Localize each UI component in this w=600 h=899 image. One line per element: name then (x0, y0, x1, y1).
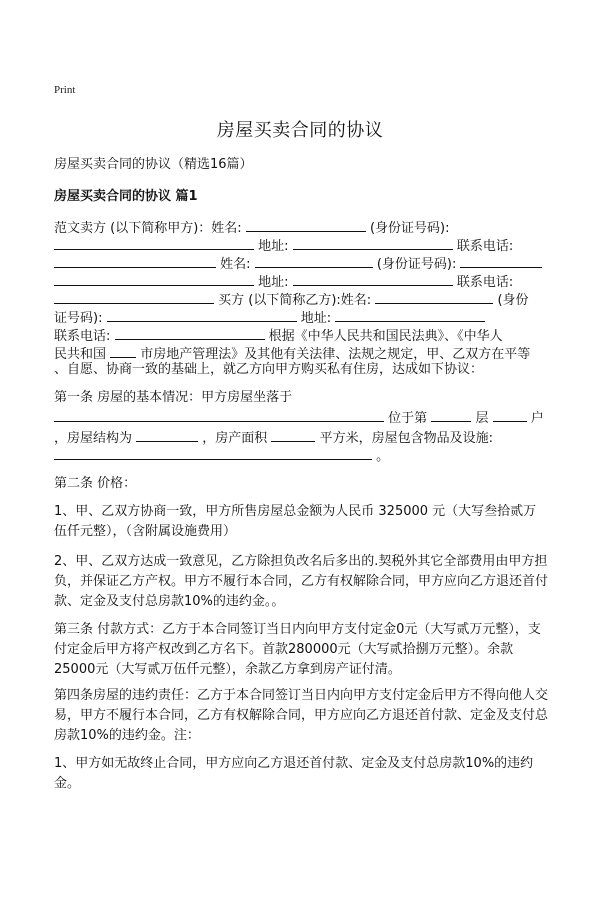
unit-blank (493, 408, 527, 422)
form-line-7 (54, 326, 554, 345)
form-line-9: 、自愿、协商一致的基础上，就乙方向甲方购买私有住房，达成如下协议： (54, 362, 484, 377)
floor-label: 位于第 (388, 411, 428, 426)
article2-heading: 第二条 价格： (54, 476, 137, 491)
article3-payment: 第三条 付款方式：乙方于本合同签订当日内向甲方支付定金0元（大写贰万元整），支付定金后甲方将产权改到乙方名下。首款280000元（大写贰拾捌万元整）。余款25000元（大写贰万伍仟元整），余款乙方拿到房产证付清。 (54, 622, 541, 677)
city-blank (110, 344, 136, 358)
seller-name-blank (246, 218, 366, 232)
unit-label: 户 (530, 411, 544, 426)
article4-liability: 第四条房屋的违约责任：乙方于本合同签订当日内向甲方支付定金后甲方不得向他人交易，甲方不履行本合同，乙方有权解除合同，甲方应向乙方退还首付款、定金及支付总房款10%的违约金。注： (54, 688, 549, 743)
buyer-phone-blank (115, 326, 265, 340)
seller2-name-blank (255, 254, 373, 268)
doc-subtitle: 房屋买卖合同的协议（精选16篇） (54, 157, 253, 172)
location-blank (54, 408, 384, 422)
blank (54, 254, 216, 268)
buyer-address-blank (335, 308, 485, 322)
form-line-6 (54, 308, 554, 327)
article1-location-line (54, 408, 554, 427)
blank (54, 272, 254, 286)
blank (54, 290, 214, 304)
article2-clause-1: 1、甲、乙双方协商一致，甲方所售房屋总金额为人民币 325000 元（大写叁拾贰万伍仟元整），（含附属设施费用） (54, 504, 537, 539)
facilities-blank (54, 446, 372, 460)
form-line-3 (54, 254, 554, 273)
article1-heading: 第一条 房屋的基本情况：甲方房屋坐落于 (54, 390, 293, 405)
structure-label: ，房屋结构为 (54, 431, 133, 446)
seller2-id-label: (身份证号码): (376, 257, 457, 272)
buyer-name-blank (375, 290, 493, 304)
seller2-address-label: 地址: (258, 275, 289, 290)
law-basis-cont: 民共和国 (54, 347, 107, 362)
buyer-id-label: (身份 (497, 293, 529, 308)
buyer-address-label: 地址: (300, 311, 332, 326)
seller2-id-blank (460, 254, 542, 268)
article2-clause-2: 2、甲、乙双方达成一致意见，乙方除担负改名后多出的.契税外其它全部费用由甲方担负，并保证乙方产权。甲方不履行本合同，乙方有权解除合同，甲方应向乙方退还首付款、定金及支付总房款10%的违约金。。 (54, 554, 549, 609)
form-line-5 (54, 290, 554, 309)
article1-structure-line (54, 428, 554, 447)
seller2-name-label: 姓名: (220, 257, 251, 272)
section-heading: 房屋买卖合同的协议 篇1 (54, 189, 198, 204)
buyer-id-blank (107, 308, 297, 322)
floor-blank (431, 408, 471, 422)
form-line-8 (54, 344, 554, 363)
seller-phone-label: 联系电话: (456, 239, 514, 254)
buyer-name-label: 买方 (以下简称乙方):姓名: (218, 293, 372, 308)
form-line-4 (54, 272, 554, 291)
facilities-label: 平方米，房屋包含物品及设施: (319, 431, 493, 446)
seller2-phone-label: 联系电话: (456, 275, 514, 290)
structure-blank (136, 428, 198, 442)
law-basis-text-2: 市房地产管理法》及其他有关法律、法规之规定，甲、乙双方在平等 (140, 347, 531, 362)
seller-address-label: 地址: (258, 239, 289, 254)
seller-address-blank (293, 236, 453, 250)
area-blank (271, 428, 315, 442)
print-label[interactable]: Print (54, 84, 76, 96)
area-label: ，房产面积 (202, 431, 268, 446)
page-title: 房屋买卖合同的协议 (216, 120, 384, 141)
law-basis-text: 根据《中华人民共和国民法典》、《中华人 (268, 329, 503, 344)
buyer-id-label-cont: 证号码): (54, 311, 103, 326)
blank (54, 236, 254, 250)
article4-note-1: 1、甲方如无故终止合同，甲方应向乙方退还首付款、定金及支付总房款10%的违约金。 (54, 756, 534, 791)
seller-name-label: 范文卖方 (以下简称甲方)：姓名: (54, 221, 242, 236)
facilities-end: 。 (376, 449, 390, 464)
form-line-2 (54, 236, 554, 255)
form-line-1 (54, 218, 554, 237)
floor-unit-label: 层 (475, 411, 489, 426)
article1-facilities-line (54, 446, 554, 465)
buyer-phone-label: 联系电话: (54, 329, 111, 344)
seller-id-label: (身份证号码): (369, 221, 450, 236)
seller2-address-blank (293, 272, 453, 286)
